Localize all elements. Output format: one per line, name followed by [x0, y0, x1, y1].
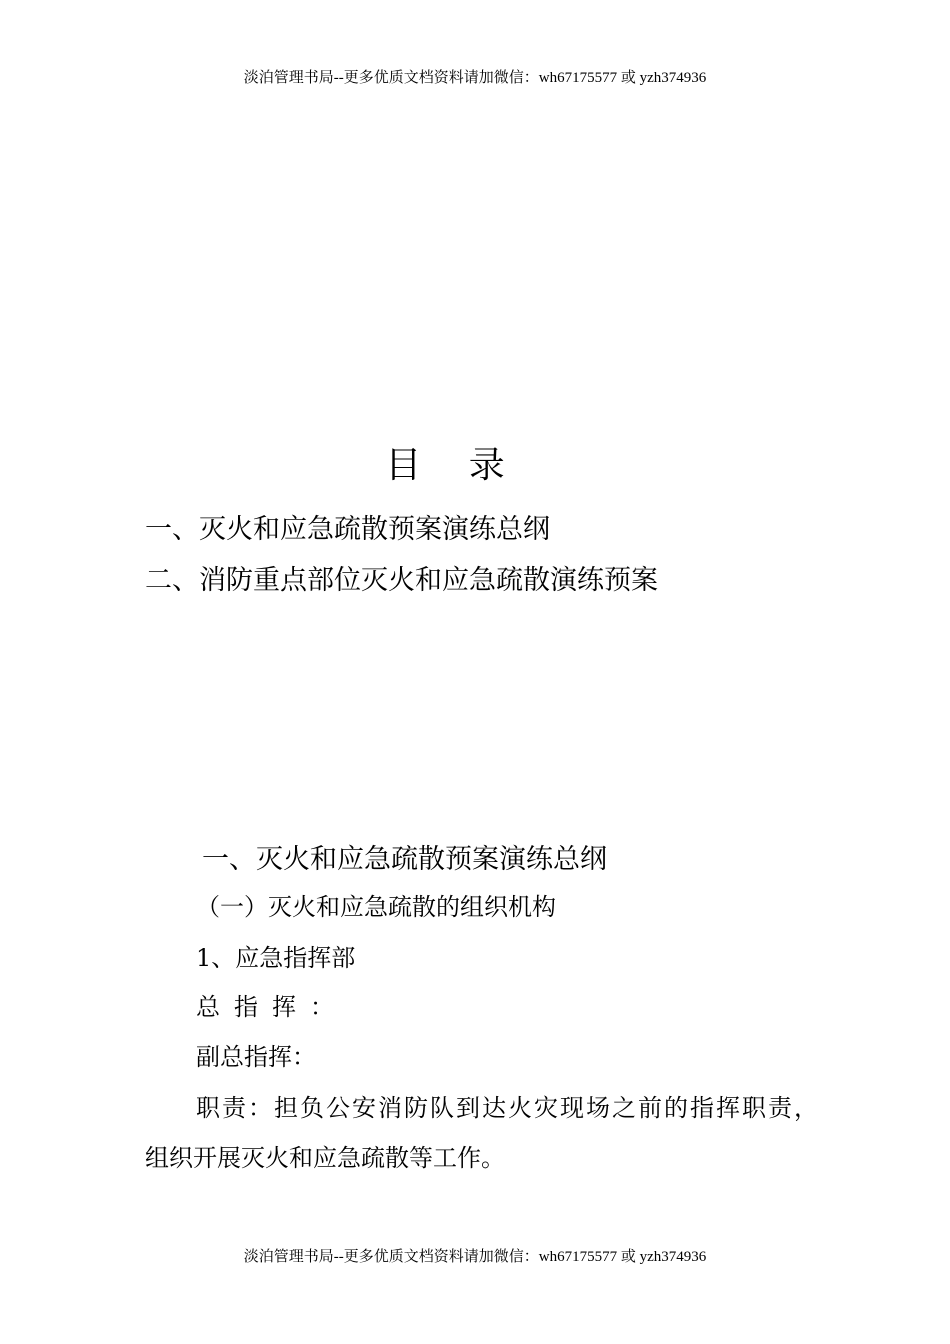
deputy-commander-label: 副总指挥： [196, 1043, 316, 1071]
duty-text-line: 组织开展灭火和应急疏散等工作。 [145, 1144, 505, 1172]
section-heading: 一、灭火和应急疏散预案演练总纲 [202, 844, 607, 875]
page-header: 淡泊管理书局--更多优质文档资料请加微信：wh67175577 或 yzh374936 [243, 70, 707, 86]
subsection-heading: （一）灭火和应急疏散的组织机构 [196, 893, 556, 921]
toc-item: 一、灭火和应急疏散预案演练总纲 [145, 514, 550, 545]
toc-title: 目 录 [385, 445, 523, 486]
page-footer: 淡泊管理书局--更多优质文档资料请加微信：wh67175577 或 yzh374936 [243, 1249, 707, 1265]
toc-item: 二、消防重点部位灭火和应急疏散演练预案 [145, 565, 658, 596]
chief-commander-label: 总指挥： [196, 993, 348, 1021]
item-heading: 1、应急指挥部 [196, 944, 356, 972]
duty-text-line: 职责：担负公安消防队到达火灾现场之前的指挥职责， [196, 1094, 820, 1122]
